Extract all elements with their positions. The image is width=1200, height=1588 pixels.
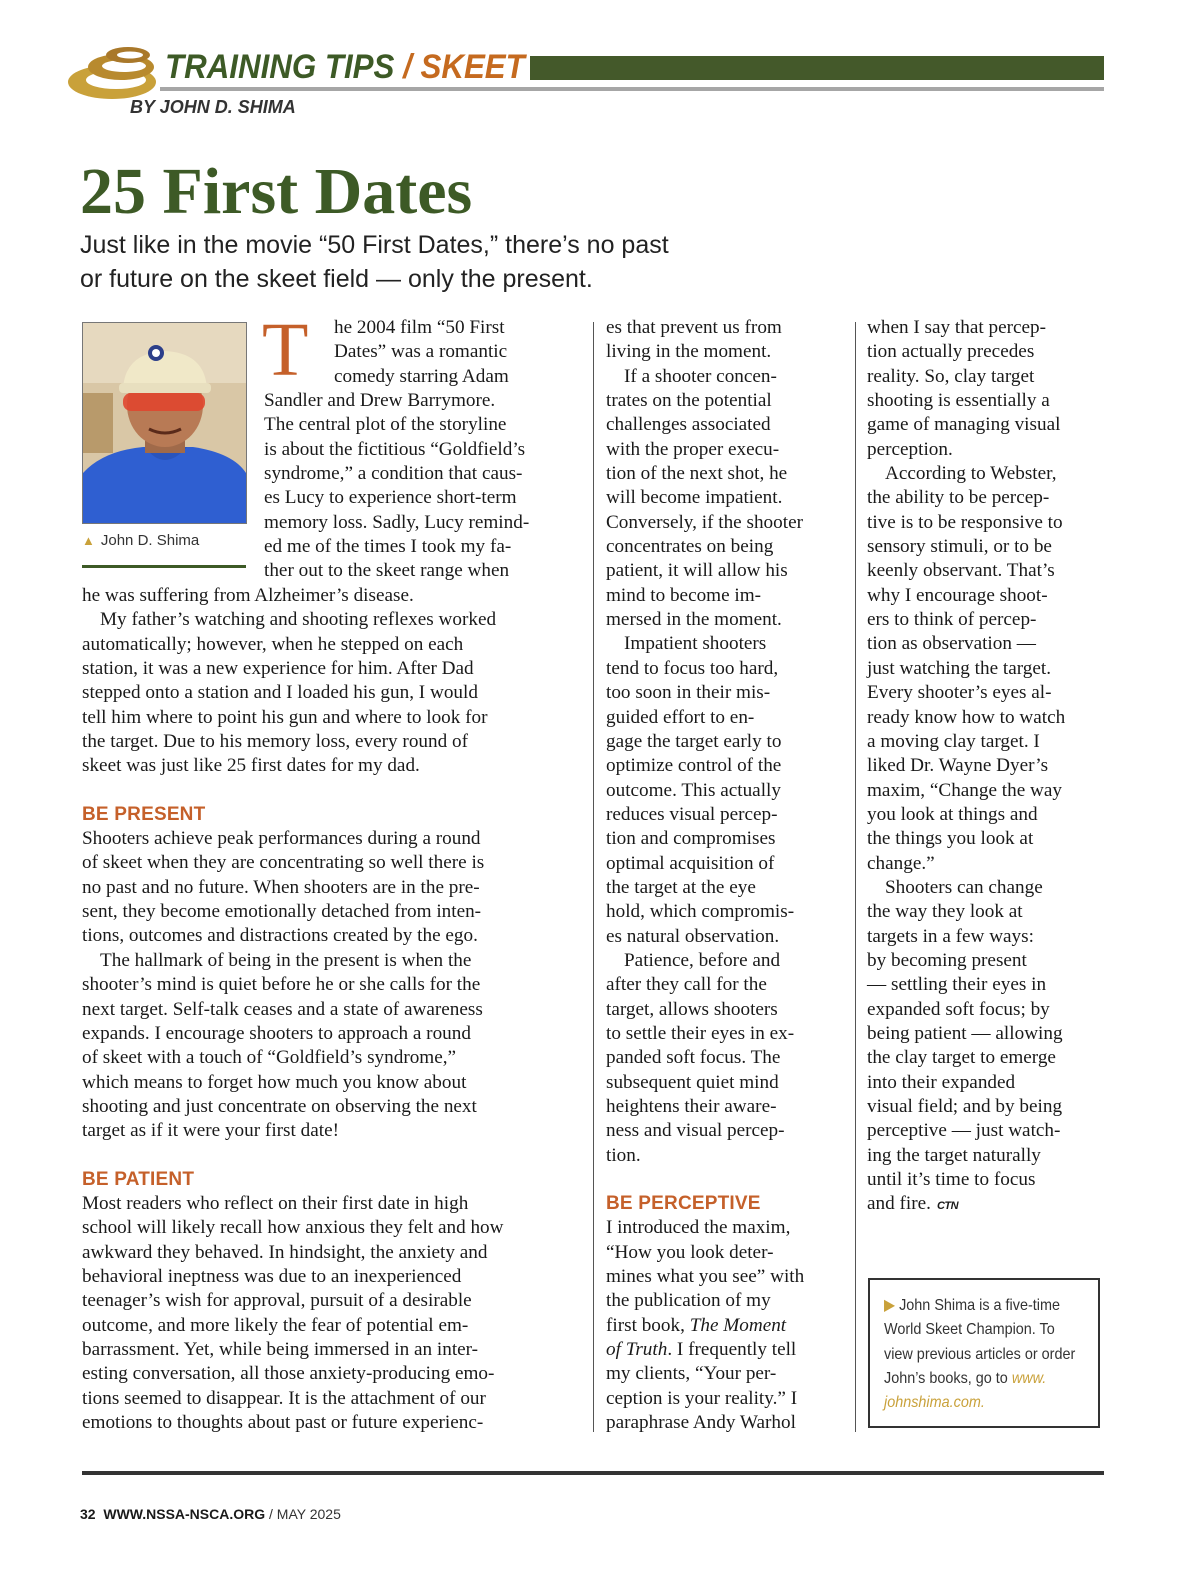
text-line: after they call for the <box>606 974 767 996</box>
text-line: target, allows shooters <box>606 998 778 1020</box>
text-line: mersed in the moment. <box>606 609 782 631</box>
text-line: you look at things and <box>867 803 1038 825</box>
text-line: sent, they become emotionally detached from inten- <box>82 901 482 923</box>
website-link[interactable]: johnshima.com. <box>884 1394 985 1412</box>
text-line: tions, outcomes and distractions created by the ego. <box>82 925 478 947</box>
bio-line <box>884 1294 1077 1318</box>
text-line: why I encourage shoot- <box>867 584 1048 606</box>
text-line: skeet was just like 25 first dates for my dad. <box>82 755 420 777</box>
author-bio-box <box>868 1278 1100 1428</box>
section-label <box>165 44 525 90</box>
text-line: reduces visual percep- <box>606 803 778 825</box>
text-line: gage the target early to <box>606 730 782 752</box>
text-line: ception is your reality.” I <box>606 1387 798 1409</box>
text-line: liked Dr. Wayne Dyer’s <box>867 755 1049 777</box>
text-line: tion actually precedes <box>867 341 1035 363</box>
column-1-body <box>82 584 504 1435</box>
text-line: living in the moment. <box>606 341 772 363</box>
text-line: Shooters can change <box>885 876 1043 898</box>
text-line: of skeet with a touch of “Goldfield’s syndrome,” <box>82 1047 457 1069</box>
text-line: being patient — allowing <box>867 1022 1063 1044</box>
text-line: will become impatient. <box>606 487 783 509</box>
text-line <box>867 1192 1065 1218</box>
text-line: es Lucy to experience short-term <box>264 487 517 509</box>
text-line: The central plot of the storyline <box>264 414 507 436</box>
text-line: next target. Self-talk ceases and a state of awareness <box>82 998 483 1020</box>
bio-text: John’s books, go to <box>884 1369 1012 1387</box>
text-line: the way they look at <box>867 901 1023 923</box>
bio-line: World Skeet Champion. To <box>884 1321 1055 1339</box>
text-line: no past and no future. When shooters are in the pre- <box>82 876 480 898</box>
text-line: maxim, “Change the way <box>867 779 1063 801</box>
header-rule <box>160 87 1104 91</box>
page-footer <box>80 1506 341 1522</box>
column-divider <box>855 322 856 1432</box>
text-line: syndrome,” a condition that caus- <box>264 463 523 485</box>
text-line: barrassment. Yet, while being immersed in an inter- <box>82 1338 479 1360</box>
text-line: Patience, before and <box>624 949 781 971</box>
text-line: change.” <box>867 852 935 874</box>
text-line: challenges associated <box>606 414 771 436</box>
text-line: tion. <box>606 1144 641 1166</box>
text-line: tion and compromises <box>606 828 776 850</box>
text-line: outcome. This actually <box>606 779 781 801</box>
text-line: expands. I encourage shooters to approach a round <box>82 1022 471 1044</box>
text-line: ed me of the times I took my fa- <box>264 536 512 558</box>
text-line: perception. <box>867 438 953 460</box>
text-line: too soon in their mis- <box>606 682 771 704</box>
book-title: The Moment <box>689 1314 787 1336</box>
deck-line: Just like in the movie “50 First Dates,” there’s no past <box>80 231 669 259</box>
text-line: esting conversation, all those anxiety-producing emo- <box>82 1363 495 1385</box>
article-deck <box>80 228 720 296</box>
footer-rule <box>82 1471 1104 1475</box>
text-line: sensory stimuli, or to be <box>867 536 1052 558</box>
text-line: school will likely recall how anxious they felt and how <box>82 1217 504 1239</box>
text-run: first book, <box>606 1314 690 1336</box>
text-line: a moving clay target. I <box>867 730 1040 752</box>
text-line: tion as observation — <box>867 633 1036 655</box>
text-line: just watching the target. <box>867 657 1052 679</box>
text-line: until it’s time to focus <box>867 1169 1036 1191</box>
bio-line <box>884 1367 1077 1391</box>
text-line: paraphrase Andy Warhol <box>606 1412 796 1434</box>
text-line: the clay target to emerge <box>867 1047 1056 1069</box>
text-run: and fire. <box>867 1193 931 1215</box>
subhead-be-patient: BE PATIENT <box>82 1168 195 1190</box>
text-line: reality. So, clay target <box>867 365 1035 387</box>
text-line: to settle their eyes in ex- <box>606 1022 795 1044</box>
text-line: is about the fictitious “Goldfield’s <box>264 438 526 460</box>
text-line: by becoming present <box>867 949 1027 971</box>
caption-text: John D. Shima <box>100 532 200 549</box>
bio-triangle-icon: ▶ <box>884 1297 896 1314</box>
website-link[interactable]: www. <box>1011 1369 1047 1387</box>
footer-site: WWW.NSSA-NSCA.ORG <box>103 1506 266 1522</box>
text-line: According to Webster, <box>885 463 1057 485</box>
text-line: outcome, and more likely the fear of potential em- <box>82 1314 469 1336</box>
clay-target-logo-icon <box>66 42 158 104</box>
text-line: automatically; however, when he stepped on each <box>82 633 464 655</box>
text-line: If a shooter concen- <box>624 365 777 387</box>
text-line: ing the target naturally <box>867 1144 1041 1166</box>
text-line: panded soft focus. The <box>606 1047 781 1069</box>
text-line: shooting and just concentrate on observing the next <box>82 1095 477 1117</box>
text-line: the target at the eye <box>606 876 756 898</box>
text-line: Every shooter’s eyes al- <box>867 682 1052 704</box>
article-title: 25 First Dates <box>80 155 473 228</box>
text-line: concentrates on being <box>606 536 774 558</box>
text-line: ther out to the skeet range when <box>264 560 510 582</box>
text-line: tend to focus too hard, <box>606 657 779 679</box>
text-line: awkward they behaved. In hindsight, the anxiety and <box>82 1241 488 1263</box>
column-3 <box>867 316 1065 1219</box>
book-title: of Truth <box>606 1339 668 1361</box>
column-divider <box>593 322 594 1432</box>
text-line: Sandler and Drew Barrymore. <box>264 390 496 412</box>
ctn-end-mark: CTN <box>936 1200 959 1213</box>
text-line: ness and visual percep- <box>606 1120 785 1142</box>
text-line: of skeet when they are concentrating so well there is <box>82 852 485 874</box>
text-line: stepped onto a station and I loaded his gun, I would <box>82 682 478 704</box>
deck-line: or future on the skeet field — only the present. <box>80 265 593 293</box>
column-2 <box>606 316 804 1435</box>
footer-separator: / <box>269 1506 273 1522</box>
text-line: optimal acquisition of <box>606 852 775 874</box>
header-bar <box>530 56 1104 80</box>
text-line: Shooters achieve peak performances during a round <box>82 828 481 850</box>
bio-line <box>884 1391 1077 1415</box>
text-line: guided effort to en- <box>606 706 755 728</box>
text-line: the target. Due to his memory loss, every round of <box>82 731 468 753</box>
text-line: subsequent quiet mind <box>606 1071 779 1093</box>
photo-rule <box>82 565 246 568</box>
text-line <box>606 1314 804 1338</box>
text-line: he 2004 film “50 First <box>334 317 505 338</box>
text-line: target as if it were your first date! <box>82 1120 339 1142</box>
text-line: my clients, “Your per- <box>606 1363 777 1385</box>
page-number: 32 <box>80 1506 96 1522</box>
photo-caption <box>82 532 199 549</box>
text-line: memory loss. Sadly, Lucy remind- <box>264 511 530 533</box>
text-line: Most readers who reflect on their first date in high <box>82 1192 469 1214</box>
column-1-top <box>264 316 529 584</box>
text-line <box>606 1338 804 1362</box>
text-line: ers to think of percep- <box>867 609 1037 631</box>
text-run: . I frequently tell <box>667 1339 797 1361</box>
text-line: expanded soft focus; by <box>867 998 1050 1020</box>
byline: BY JOHN D. SHIMA <box>130 97 296 117</box>
text-line: shooting is essentially a <box>867 390 1050 412</box>
text-line: visual field; and by being <box>867 1096 1063 1117</box>
text-line: the publication of my <box>606 1290 771 1312</box>
text-line: es natural observation. <box>606 925 780 947</box>
text-line: game of managing visual <box>867 414 1061 436</box>
text-line: patient, it will allow his <box>606 560 788 582</box>
author-photo <box>82 322 247 524</box>
text-line: My father’s watching and shooting reflexes worked <box>100 609 497 631</box>
text-line: tive is to be responsive to <box>867 511 1063 533</box>
subhead-be-perceptive: BE PERCEPTIVE <box>606 1193 761 1215</box>
text-line: “How you look deter- <box>606 1241 774 1263</box>
bio-text: John Shima is a five-time <box>899 1297 1060 1314</box>
text-line: heightens their aware- <box>606 1096 777 1117</box>
text-line: es that prevent us from <box>606 317 782 338</box>
text-line: tion of the next shot, he <box>606 463 788 485</box>
text-line: Dates” was a romantic <box>334 341 508 363</box>
text-line: optimize control of the <box>606 755 782 777</box>
text-line: shooter’s mind is quiet before he or she calls for the <box>82 974 481 996</box>
section-skeet: SKEET <box>420 48 525 86</box>
text-line: into their expanded <box>867 1071 1016 1093</box>
text-line: perceptive — just watch- <box>867 1120 1061 1142</box>
text-line: Impatient shooters <box>624 633 767 655</box>
text-line: station, it was a new experience for him. After Dad <box>82 658 474 680</box>
text-line: I introduced the maxim, <box>606 1217 791 1239</box>
text-line: behavioral ineptness was due to an inexperienced <box>82 1265 462 1287</box>
section-slash: / <box>403 48 412 86</box>
text-line: emotions to thoughts about past or future experienc- <box>82 1412 484 1433</box>
drop-cap: T <box>262 308 309 392</box>
footer-issue: MAY 2025 <box>276 1506 341 1522</box>
text-line: mind to become im- <box>606 584 762 606</box>
text-line: Conversely, if the shooter <box>606 511 803 533</box>
text-line: The hallmark of being in the present is when the <box>100 949 472 971</box>
caption-triangle-icon: ▲ <box>82 533 95 548</box>
text-line: the ability to be percep- <box>867 487 1050 509</box>
text-line: — settling their eyes in <box>867 974 1047 996</box>
text-line: the things you look at <box>867 828 1034 850</box>
text-line: teenager’s wish for approval, pursuit of a desirable <box>82 1290 472 1312</box>
text-line: ready know how to watch <box>867 706 1066 728</box>
text-line: with the proper execu- <box>606 438 780 460</box>
bio-line: view previous articles or order <box>884 1345 1076 1363</box>
text-line: comedy starring Adam <box>334 365 509 387</box>
text-line: mines what you see” with <box>606 1266 805 1288</box>
section-training-tips: TRAINING TIPS <box>165 48 395 86</box>
text-line: targets in a few ways: <box>867 925 1034 947</box>
text-line: which means to forget how much you know about <box>82 1071 467 1093</box>
text-line: when I say that percep- <box>867 317 1047 338</box>
text-line: trates on the potential <box>606 390 772 412</box>
text-line: tell him where to point his gun and where to look for <box>82 706 488 728</box>
text-line: hold, which compromis- <box>606 901 795 923</box>
text-line: tions seemed to disappear. It is the attachment of our <box>82 1387 486 1409</box>
text-line: keenly observant. That’s <box>867 560 1055 582</box>
subhead-be-present: BE PRESENT <box>82 803 206 825</box>
text-line: he was suffering from Alzheimer’s disease. <box>82 585 414 606</box>
